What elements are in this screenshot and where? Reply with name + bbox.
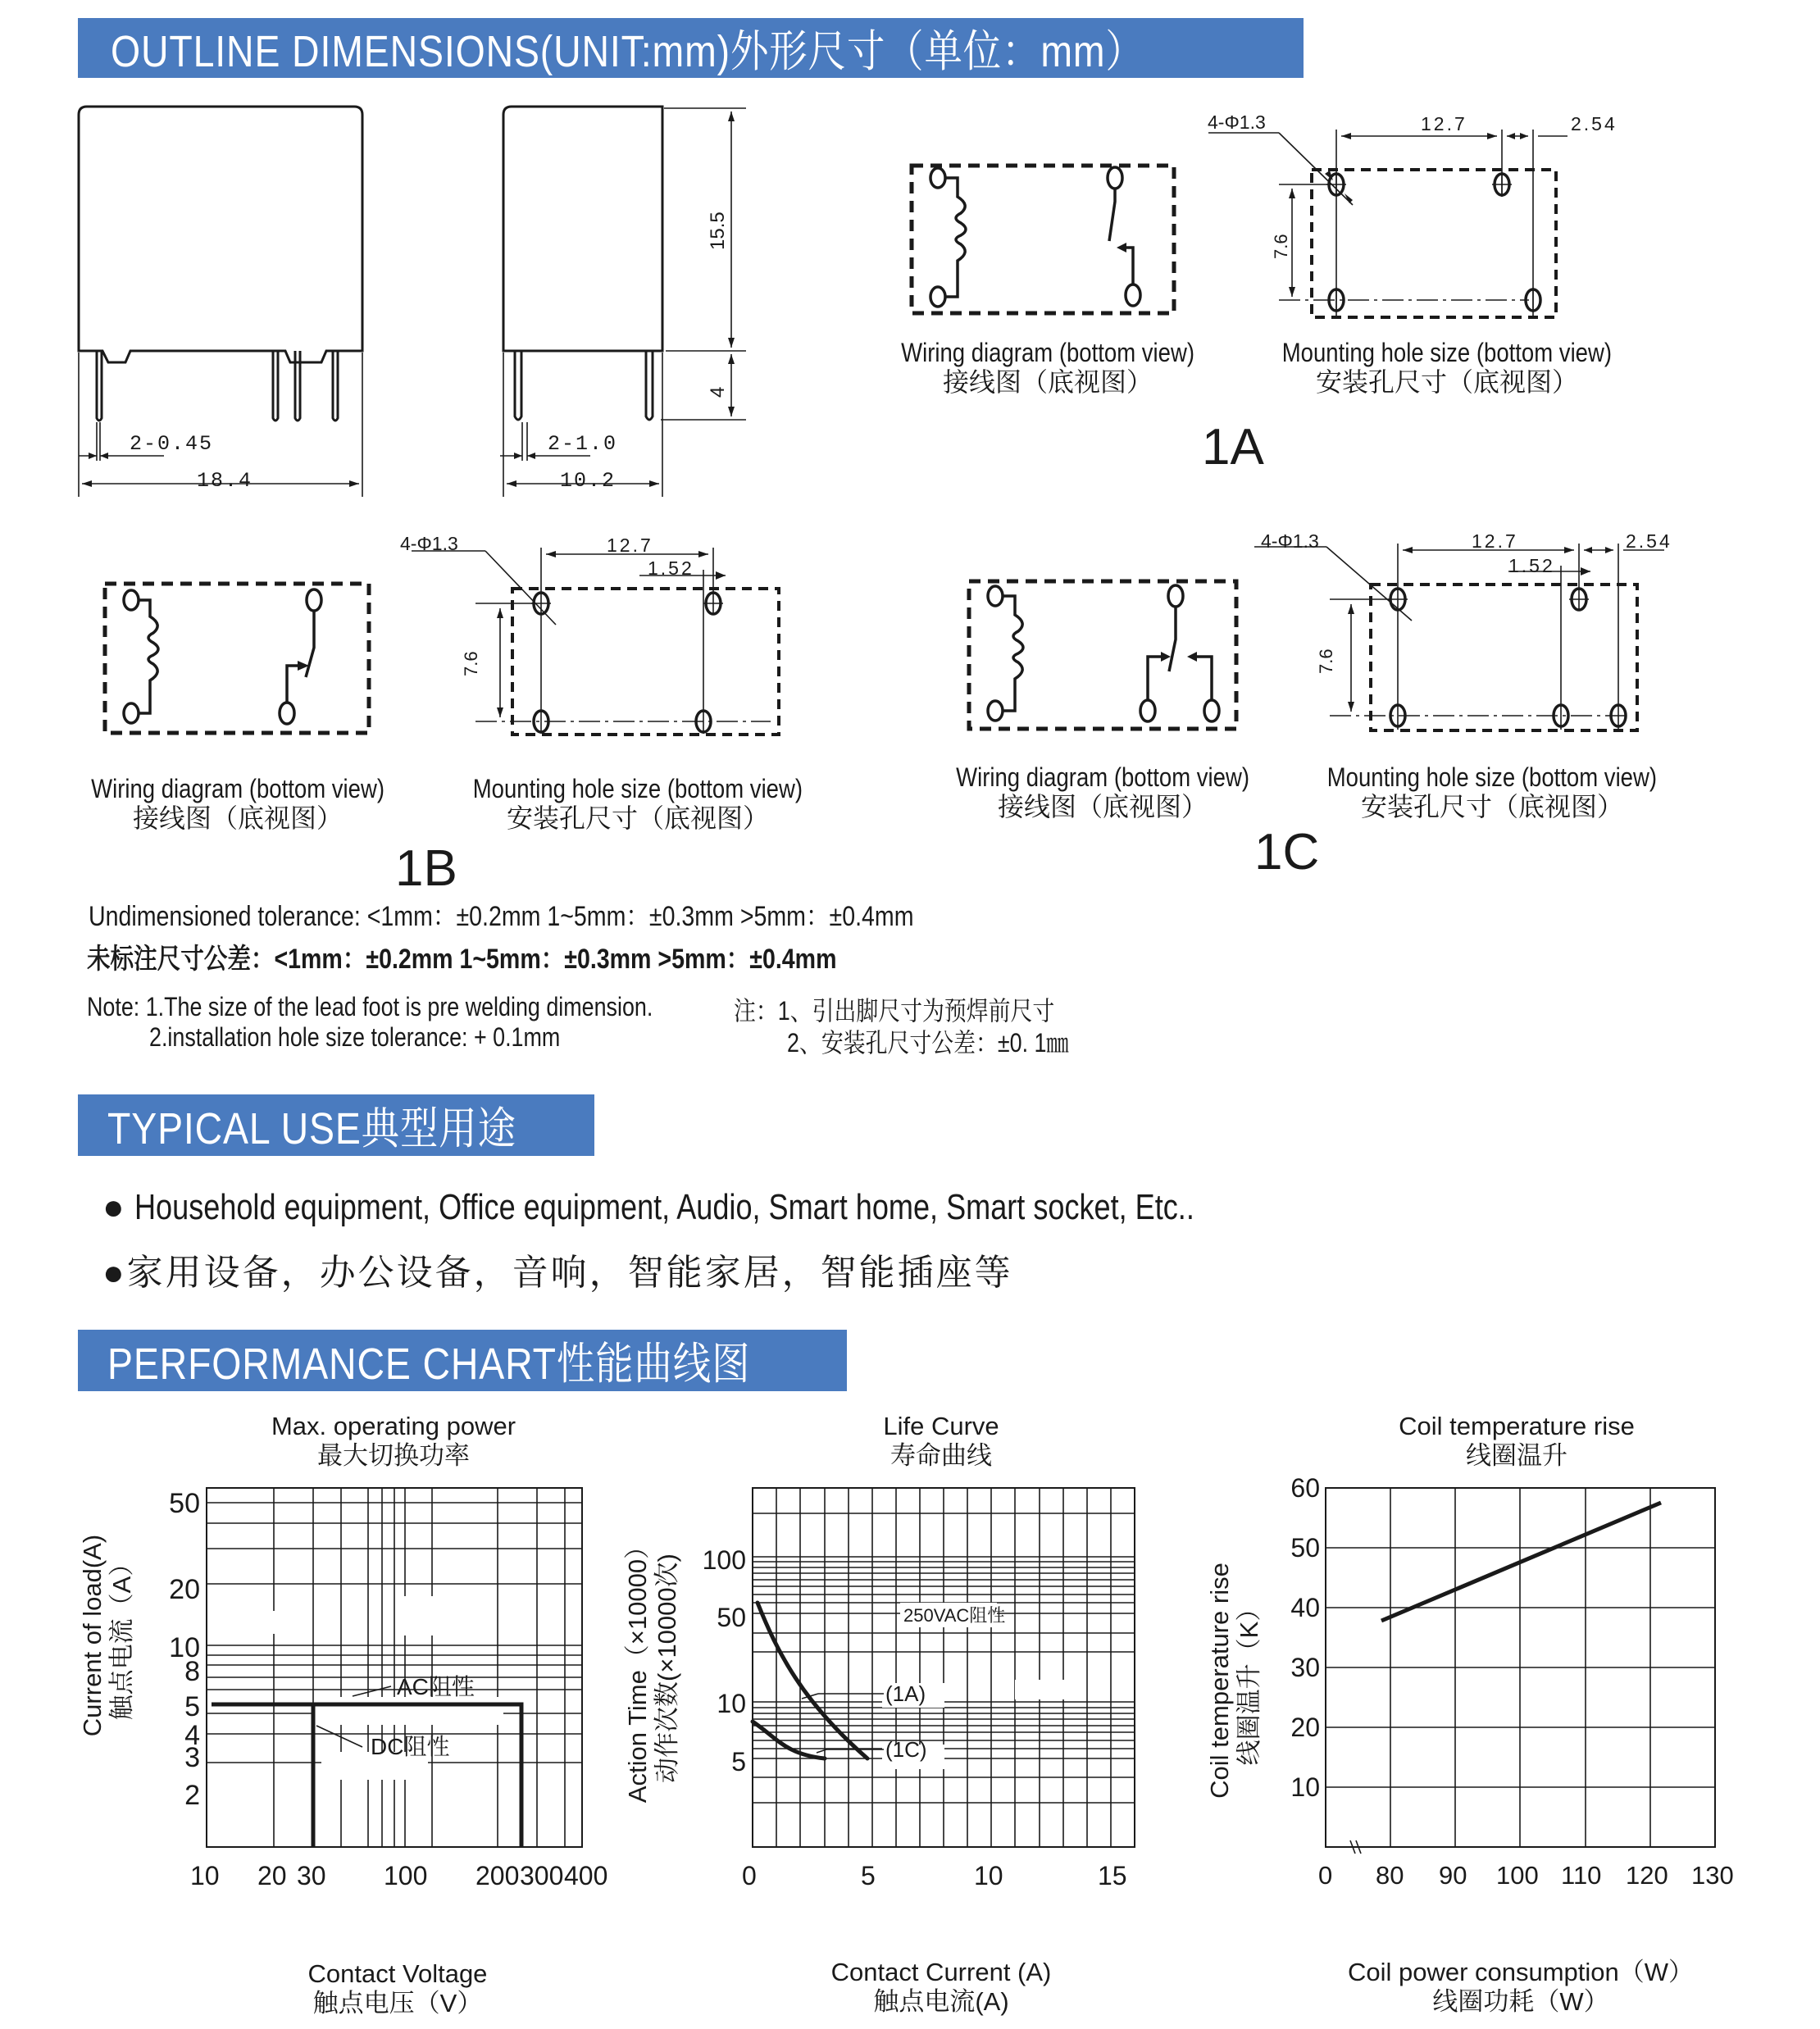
section-banner-typical-use [78, 1094, 594, 1156]
ytick: 50 [717, 1603, 746, 1632]
typical-use-text: 家用设备，办公设备，音响，智能家居，智能插座等 [126, 1253, 1013, 1293]
variant-label-1c: 1C [1254, 824, 1320, 880]
offset-1a: 2.54 [1571, 113, 1618, 134]
xtick: 0 [742, 1861, 757, 1890]
ytick: 8 [184, 1656, 200, 1687]
xtick: 5 [861, 1861, 876, 1890]
note-text: 2、安装孔尺寸公差：±0. 1㎜ [787, 1028, 1069, 1058]
chart2-xticks [742, 1861, 1135, 1894]
mounting-hole-diagram-1c [1254, 529, 1697, 742]
axis-label-zh: 动作次数(×10000次) [653, 1554, 681, 1783]
wiring-caption-1a [876, 338, 1220, 397]
xtick: 100 [384, 1861, 428, 1890]
note-zh-2 [787, 1022, 1122, 1060]
variant-label-1b: 1B [395, 840, 457, 897]
hole-size-1b: 4-Φ1.3 [400, 533, 458, 554]
axis-label-zh: 触点电压（V） [312, 1989, 483, 2018]
xtick: 15 [1098, 1861, 1127, 1890]
ytick: 5 [731, 1747, 746, 1777]
pitch-1a: 7.6 [1271, 234, 1291, 259]
xtick: 200 [475, 1861, 520, 1890]
ytick: 10 [717, 1689, 746, 1718]
chart3-title [1353, 1412, 1681, 1471]
axis-label-zh: 线圈温升（K） [1235, 1595, 1263, 1766]
ytick: 10 [1290, 1772, 1320, 1802]
caption-en: Mounting hole size (bottom view) [472, 774, 803, 803]
axis-label-zh: 触点电流（A） [107, 1550, 136, 1721]
hole-size-1c: 4-Φ1.3 [1261, 530, 1319, 552]
caption-zh: 安装孔尺寸（底视图） [506, 803, 769, 833]
ytick: 10 [169, 1632, 200, 1663]
offset2-1c: 1.52 [1508, 555, 1555, 576]
tolerance-en-text: Undimensioned tolerance: <1mm：±0.2mm 1~5mm：±0.3mm >5mm：±0.4mm [89, 901, 914, 932]
mount-caption-1b [441, 774, 835, 833]
ytick: 30 [1290, 1653, 1320, 1682]
caption-en: Mounting hole size (bottom view) [1281, 338, 1613, 367]
chart-title-en: Max. operating power [271, 1412, 516, 1440]
bullet-icon: ● [102, 1187, 125, 1227]
chart-title-zh: 线圈温升 [1466, 1441, 1567, 1470]
axis-label-en: Contact Voltage [307, 1959, 488, 1988]
chart2-ylabel [623, 1521, 682, 1816]
xtick: 30 [297, 1861, 326, 1890]
life-annotation: 250VAC阻性 [903, 1605, 1006, 1626]
chart-title-en: Coil temperature rise [1399, 1412, 1635, 1440]
section-title: TYPICAL USE典型用途 [107, 1104, 516, 1153]
xtick: 0 [1318, 1861, 1333, 1890]
chart2-xlabel [777, 1958, 1105, 2017]
ytick: 5 [184, 1691, 200, 1722]
xtick: 400 [564, 1861, 608, 1890]
axis-label-zh: 触点电流(A) [873, 1987, 1009, 2016]
ytick: 40 [1290, 1593, 1320, 1622]
chart-title-zh: 寿命曲线 [890, 1441, 992, 1470]
tolerance-zh-text: 未标注尺寸公差：<1mm：±0.2mm 1~5mm：±0.3mm >5mm：±0.4mm [87, 944, 837, 975]
caption-zh: 接线图（底视图） [997, 792, 1208, 821]
span-1c: 12.7 [1472, 530, 1518, 552]
chart-title-zh: 最大切换功率 [317, 1441, 470, 1470]
xtick: 10 [974, 1861, 1003, 1890]
axis-label-en: Action Time（×10000） [623, 1533, 652, 1804]
offset-1c: 2.54 [1626, 530, 1672, 552]
caption-en: Wiring diagram (bottom view) [956, 762, 1249, 792]
wiring-diagram-1b [94, 574, 389, 738]
ytick: 3 [184, 1742, 200, 1773]
tolerance-zh [87, 936, 980, 976]
chart3-plot [1326, 1488, 1719, 1849]
ytick: 20 [1290, 1713, 1320, 1742]
xtick: 10 [190, 1861, 220, 1890]
axis-label-zh: 线圈功耗（W） [1432, 1987, 1609, 2016]
chart1-title [230, 1412, 557, 1471]
axis-label-en: Current of load(A) [78, 1534, 107, 1737]
bullet-icon: ● [102, 1253, 127, 1293]
mounting-hole-diagram-1a [1197, 115, 1656, 328]
wiring-caption-1b [66, 774, 410, 833]
mount-caption-1c [1295, 762, 1689, 821]
note-text: 2.installation hole size tolerance: + 0.1mm [149, 1022, 561, 1052]
chart1-ylabel [78, 1480, 137, 1791]
tolerance-en [89, 894, 1071, 934]
note-en-1 [87, 992, 761, 1022]
chart3-xticks [1318, 1861, 1734, 1894]
caption-zh: 安装孔尺寸（底视图） [1315, 367, 1578, 397]
caption-zh: 接线图（底视图） [132, 803, 343, 833]
ytick: 100 [702, 1545, 746, 1575]
wiring-diagram-1a [902, 156, 1197, 320]
chart1-xlabel [234, 1959, 562, 2018]
xtick: 80 [1376, 1861, 1404, 1890]
xtick: 110 [1561, 1861, 1602, 1890]
wiring-diagram-1c [959, 570, 1254, 734]
caption-zh: 安装孔尺寸（底视图） [1360, 792, 1623, 821]
chart-title-en: Life Curve [883, 1412, 999, 1440]
caption-en: Mounting hole size (bottom view) [1326, 762, 1658, 792]
mounting-hole-diagram-1b [394, 533, 803, 746]
ytick: 60 [1290, 1473, 1320, 1503]
variant-label-1a: 1A [1202, 419, 1264, 475]
life-series-1a-label: (1A) [885, 1681, 926, 1706]
pitch-1c: 7.6 [1316, 648, 1336, 674]
dim-pin-length: 4 [707, 386, 729, 398]
ac-label: AC阻性 [397, 1674, 475, 1699]
xtick: 90 [1439, 1861, 1467, 1890]
chart2-title [777, 1412, 1105, 1471]
dim-width-side: 10.2 [560, 469, 617, 493]
dc-label: DC阻性 [371, 1734, 450, 1759]
dim-height: 15.5 [707, 212, 729, 250]
wiring-caption-1c [930, 762, 1275, 821]
section-banner-performance [78, 1330, 847, 1391]
caption-en: Wiring diagram (bottom view) [91, 774, 384, 803]
hole-size-1a: 4-Φ1.3 [1208, 111, 1266, 133]
chart2-plot [753, 1488, 1138, 1849]
xtick: 20 [257, 1861, 287, 1890]
section-title: OUTLINE DIMENSIONS(UNIT:mm)外形尺寸（单位：mm） [111, 27, 1144, 76]
ytick: 50 [1290, 1533, 1320, 1563]
ytick: 2 [184, 1780, 200, 1811]
note-text: Note: 1.The size of the lead foot is pre welding dimension. [87, 992, 653, 1021]
xtick: 120 [1626, 1861, 1668, 1890]
chart3-yticks [1271, 1473, 1320, 1849]
xtick: 100 [1496, 1861, 1539, 1890]
ytick: 50 [169, 1488, 200, 1519]
chart1-plot [207, 1488, 584, 1849]
offset-1b: 1.52 [648, 557, 694, 579]
pitch-1b: 7.6 [461, 651, 481, 676]
note-en-2 [149, 1022, 639, 1053]
dim-width-front: 18.4 [197, 469, 253, 493]
xtick: 300 [520, 1861, 564, 1890]
span-1a: 12.7 [1421, 113, 1467, 134]
axis-label-en: Contact Current (A) [830, 1958, 1052, 1986]
caption-en: Wiring diagram (bottom view) [901, 338, 1194, 367]
mount-caption-1a [1250, 338, 1644, 397]
axis-label-en: Coil power consumption（W） [1347, 1958, 1695, 1986]
chart2-yticks [697, 1488, 746, 1849]
ytick: 4 [184, 1720, 200, 1751]
chart1-yticks [164, 1488, 200, 1849]
xtick: 130 [1691, 1861, 1734, 1890]
span-1b: 12.7 [607, 535, 653, 556]
typical-use-text: Household equipment, Office equipment, Audio, Smart home, Smart socket, Etc.. [134, 1187, 1194, 1227]
section-title: PERFORMANCE CHART性能曲线图 [107, 1340, 751, 1389]
dim-pin-width-side: 2-1.0 [548, 432, 618, 456]
caption-zh: 接线图（底视图） [942, 367, 1153, 397]
life-series-1c-label: (1C) [885, 1737, 927, 1762]
axis-label-en: Coil temperature rise [1205, 1563, 1234, 1799]
chart1-xticks [190, 1861, 617, 1894]
note-text: 注：1、引出脚尺寸为预焊前尺寸 [734, 996, 1055, 1026]
typical-use-zh [102, 1243, 1013, 1295]
ytick: 20 [169, 1574, 200, 1605]
typical-use-en [102, 1187, 1426, 1228]
chart3-xlabel [1328, 1958, 1713, 2017]
chart3-ylabel [1205, 1558, 1264, 1804]
dim-pin-width-front: 2-0.45 [130, 432, 214, 456]
